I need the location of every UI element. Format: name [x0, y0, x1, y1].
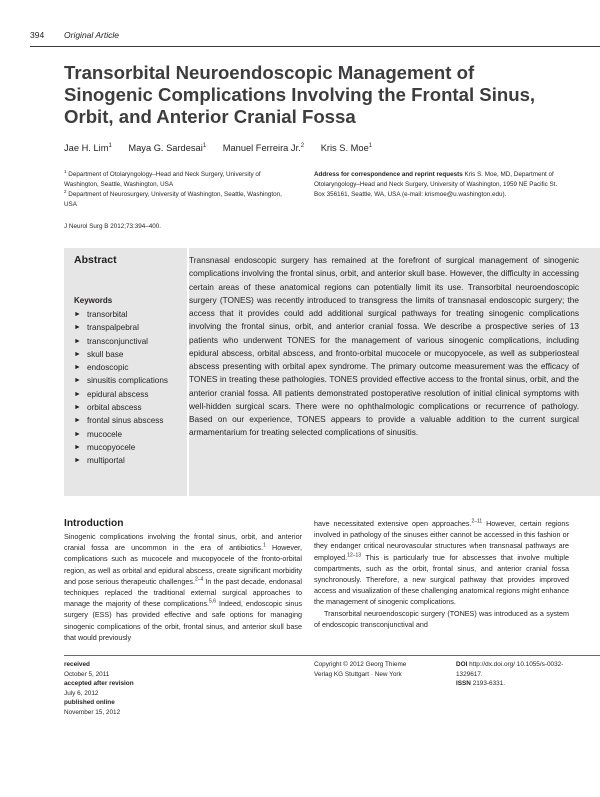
keyword-item: ► endoscopic: [74, 361, 186, 374]
keyword-item: ► transconjunctival: [74, 335, 186, 348]
arrow-icon: ►: [74, 430, 81, 438]
publication-dates: [64, 660, 214, 717]
arrow-icon: ►: [74, 311, 81, 318]
arrow-icon: ►: [74, 443, 81, 451]
correspondence-address: Address for correspondence and reprint requests Kris S. Moe, MD, Department of Otolaryngology–Head and Neck Surgery, University of Washington, 1959 NE Pacific St. Box 356161, Seattle, WA, USA (e-mail: krismoe@u.washington.edu).: [314, 171, 558, 198]
keyword-item: ► orbital abscess: [74, 401, 186, 414]
author: Jae H. Lim$^1$: [64, 142, 112, 153]
footer-rule: [64, 655, 600, 656]
doi: DOI http://dx.doi.org/ 10.1055/s-0032-1329617.: [456, 661, 564, 678]
author: Maya G. Sardesai$^1$: [128, 142, 207, 153]
author-list: [64, 143, 386, 153]
paragraph: Sinogenic complications involving the frontal sinus, orbit, and anterior cranial fossa are uncommon in the era of antibiotics.$^1$ However, complications such as mucocele and mucopyocele of the fronto-orbital region, as well as orbital and epidural abscess, create significant morbidity and pose serious therapeutic challenges.$^{2-4}$ In the past decade, endonasal techniques replaced the traditional external surgical approaches to manage the majority of these complications.$^{5,6}$ Indeed, endoscopic sinus surgery (ESS) has provided effective and safe options for managing sinogenic complications of the orbit, frontal sinus, and anterior skull base that would previously: [64, 532, 302, 642]
author: Kris S. Moe$^1$: [320, 142, 373, 153]
abstract-heading: Abstract: [74, 254, 117, 266]
arrow-icon: ►: [74, 417, 81, 425]
doi-block: [456, 660, 576, 689]
keyword-item: ► mucocele: [74, 428, 186, 441]
keyword-item: ► transpalpebral: [74, 321, 186, 334]
published-label: published online: [64, 699, 115, 706]
received-date: October 5, 2011: [64, 670, 110, 678]
affiliation: $^2$ Department of Neurosurgery, University of Washington, Seattle, Washington, USA: [64, 188, 282, 208]
arrow-icon: ►: [74, 337, 81, 345]
arrow-icon: ►: [74, 377, 81, 385]
issn: ISSN 2193-6331.: [456, 680, 506, 687]
keyword-item: ► skull base: [74, 348, 186, 361]
section-label: Original Article: [64, 30, 119, 40]
keywords-heading: Keywords: [74, 296, 113, 305]
author: Manuel Ferreira Jr.$^2$: [222, 142, 305, 153]
arrow-icon: ►: [74, 390, 81, 398]
abstract-text: Transnasal endoscopic surgery has remained at the forefront of surgical management of sinogenic complications involving the frontal sinus, orbit, and anterior skull base. However, the difficulty in accessing certain areas of these anatomical regions can potentially limit its use. Transorbital neuroendoscopic surgery (TONES) was recently introduced to transgress the limits of transnasal endoscopic surgery; the access that it provides could add additional surgical pathways for treating sinogenic complications involving the frontal sinus, orbit, and anterior cranial fossa. We describe a prospective series of 13 patients who underwent TONES for the management of various sinogenic complications, including epidural abscess, orbital abscess, and fronto-orbital mucocele or mucopyocele, as well as subperiosteal abscess presenting with orbital apex syndrome. The primary outcome measurement was the efficacy of TONES in treating these pathologies. TONES provided effective access to the frontal sinus, orbit, and the anterior cranial fossa. All patients demonstrated postoperative resolution of initial clinical symptoms with well-hidden surgical scars. There were no ophthalmologic complications or recurrence of pathology. Based on our experience, TONES appears to provide a valuable addition to the current surgical armamentarium for treating selected complications of sinusitis.: [189, 255, 579, 438]
arrow-icon: ►: [74, 364, 81, 372]
keyword-item: ► epidural abscess: [74, 388, 186, 401]
body-column-right: [314, 518, 569, 630]
accepted-date: July 6, 2012: [64, 689, 99, 697]
arrow-icon: ►: [74, 350, 81, 358]
page-number: 394: [30, 30, 45, 40]
arrow-icon: ►: [74, 457, 81, 465]
affiliation: $^1$ Department of Otolaryngology–Head and Neck Surgery, University of Washington, Seattle, Washington, USA: [64, 168, 261, 188]
header-rule: [30, 46, 600, 47]
keyword-item: ► transorbital: [74, 308, 186, 321]
journal-citation: J Neurol Surg B 2012;73:394–400.: [64, 223, 161, 230]
paragraph: Transorbital neuroendoscopic surgery (TONES) was introduced as a system of endoscopic transconjunctival and: [314, 608, 569, 629]
accepted-label: accepted after revision: [64, 680, 134, 687]
keyword-item: ► multiportal: [74, 454, 186, 467]
keyword-list: [74, 308, 186, 468]
published-date: November 15, 2012: [64, 708, 121, 716]
paragraph: have necessitated extensive open approaches.$^{2-11}$ However, certain regions involved in pathology of the sinuses either cannot be accessed in this fashion or they endanger critical neurovascular structures when transnasal pathways are employed.$^{12-13}$ This is particularly true for abscesses that involve multiple compartments, such as the orbit, frontal sinus, and anterior cranial fossa synchronously. Therefore, a new surgical pathway that provides improved access and visualization of these challenging anatomical regions might enhance the management of sinogenic complications.: [314, 518, 569, 607]
received-label: received: [64, 661, 90, 668]
introduction-heading: Introduction: [64, 518, 124, 529]
keyword-item: ► sinusitis complications: [74, 374, 186, 387]
arrow-icon: ►: [74, 324, 81, 332]
body-column-left: [64, 531, 302, 643]
keyword-item: ► frontal sinus abscess: [74, 414, 186, 427]
article-title: Transorbital Neuroendoscopic Management of Sinogenic Complications Involving the Frontal Sinus, Orbit, and Anterior Cranial Fossa: [64, 62, 536, 127]
arrow-icon: ►: [74, 404, 81, 412]
keyword-item: ► mucopyocele: [74, 441, 186, 454]
affiliations: [64, 170, 296, 210]
copyright: Copyright © 2012 Georg Thieme Verlag KG Stuttgart · New York: [314, 661, 407, 678]
